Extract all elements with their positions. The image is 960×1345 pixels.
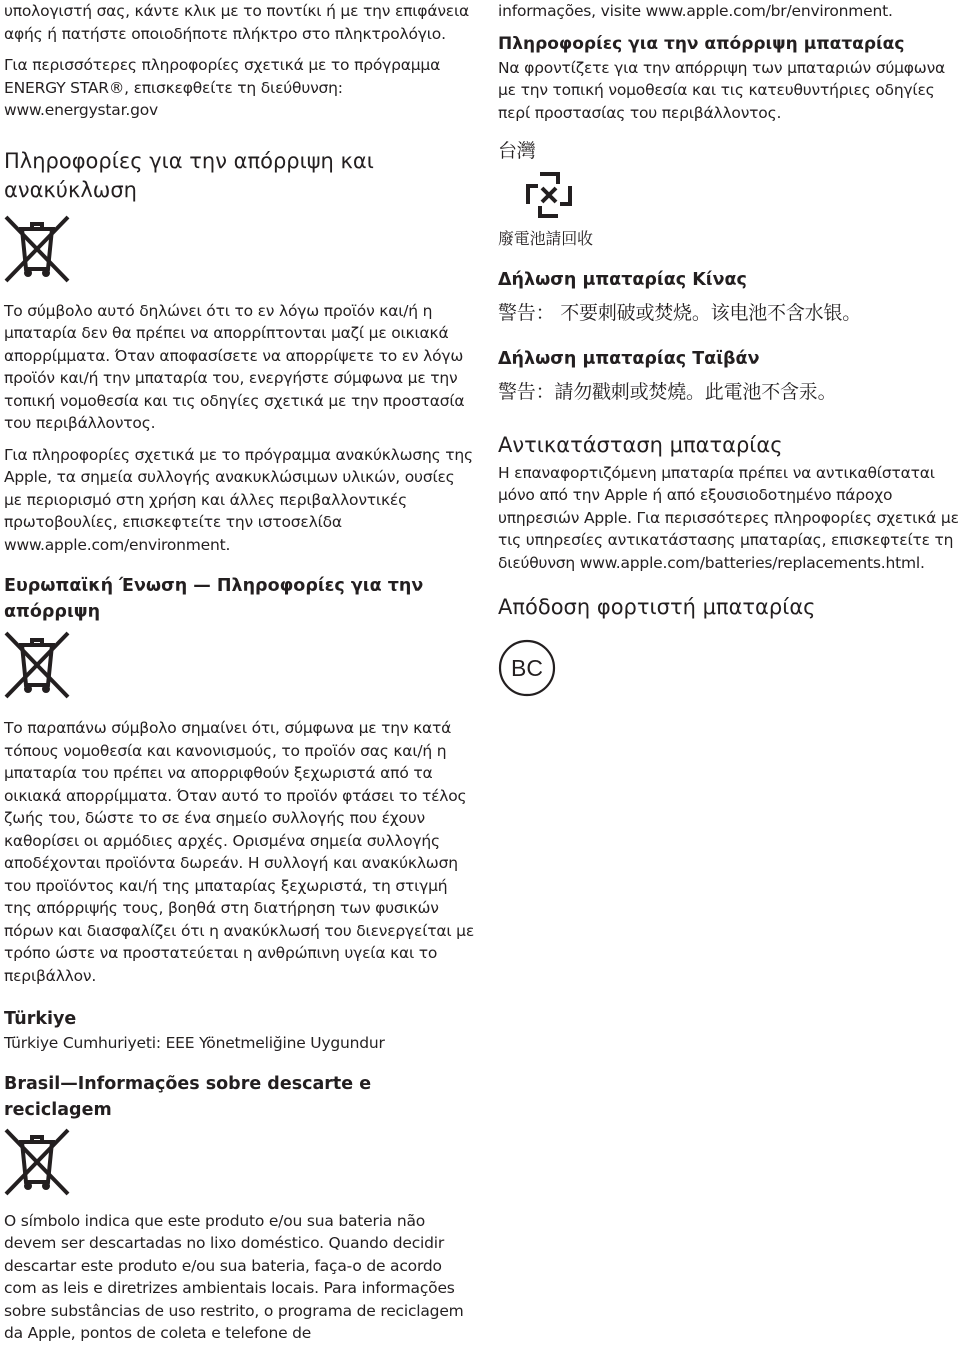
china-battery-warning: 警告： 不要刺破或焚烧。该电池不含水银。: [498, 301, 862, 324]
brazil-heading: Brasil—Informações sobre descarte e reciclagem: [4, 1073, 372, 1120]
turkey-paragraph: Türkiye Cumhuriyeti: EEE Yönetmeliğine Uygundur: [4, 1034, 385, 1052]
battery-replacement-paragraph: Η επαναφορτιζόμενη μπαταρία πρέπει να αντικαθίσταται μόνο από την Apple ή από εξουσιοδοτημένο πάροχο υπηρεσιών Apple. Για περισσότερες πληροφορίες σχετικά με τις υπηρεσίες αντικατάστασης μπαταρίας, επισκεφτείτε τη διεύθυνση www.apple.com/batteries/replacements.html.: [498, 463, 959, 572]
disposal-paragraph-2: Για πληροφορίες σχετικά με το πρόγραμμα ανακύκλωσης της Apple, τα σημεία συλλογής ανακυκλώσιμων υλικών, ουσίες με περιορισμό στη χρήση και άλλες περιβαλλοντικές πρωτοβουλίες, επισκεφτείτε την ιστοσελίδα www.apple.com/environment.: [4, 445, 473, 554]
disposal-heading: Πληροφορίες για την απόρριψη και ανακύκλωση: [4, 148, 374, 202]
taiwan-recycle-text: 廢電池請回收: [498, 229, 593, 248]
disposal-paragraph-1: Το σύμβολο αυτό δηλώνει ότι το εν λόγω προϊόν και/ή η μπαταρία δεν θα πρέπει να απορρίπτονται μαζί με οικιακά απορρίμματα. Όταν αποφασίσετε να απορρίψετε το εν λόγω προϊόν και/ή την μπαταρία του, ενεργήστε σύμφωνα με την τοπική νομοθεσία και τις οδηγίες σχετικά με την προστασία του περιβάλλοντος.: [4, 301, 465, 432]
right-column: [498, 0, 960, 697]
brazil-paragraph-continued: informações, visite www.apple.com/br/environment.: [498, 2, 893, 20]
eu-disposal-paragraph: Το παραπάνω σύμβολο σημαίνει ότι, σύμφωνα με την κατά τόπους νομοθεσία και κανονισμούς, το προϊόν σας και/ή η μπαταρία του πρέπει να απορριφθούν ξεχωριστά από τα οικιακά απορρίμματα. Όταν αυτό το προϊόν φτάσει το τέλος ζωής του, δώστε το σε ένα σημείο συλλογής που έχουν καθορίσει οι αρμόδιες αρχές. Ορισμένα σημεία συλλογής αποδέχονται προϊόντα δωρεάν. Η συλλογή και ανακύκλωση του προϊόντος και/ή της μπαταρίας ξεχωριστά, τη στιγμή της απόρριψής τους, βοηθά στη διατήρηση των φυσικών πόρων και διασφαλίζει ότι η ανακύκλωσή του διενεργείται με τρόπο ώστε να προστατεύεται η ανθρώπινη υγεία και το περιβάλλον.: [4, 719, 474, 985]
left-column: [4, 0, 474, 1345]
crossed-bin-icon: [4, 215, 70, 283]
taiwan-label: 台灣: [498, 140, 536, 162]
eu-disposal-heading: Ευρωπαϊκή Ένωση — Πληροφορίες για την απόρριψη: [4, 576, 424, 622]
intro-paragraph-1: υπολογιστή σας, κάντε κλικ με το ποντίκι ή με την επιφάνεια αφής ή πατήστε οποιοδήποτε πλήκτρο στο πληκτρολόγιο.: [4, 2, 470, 43]
taiwan-battery-warning: 警告：請勿戳刺或焚燒。此電池不含汞。: [498, 380, 837, 403]
battery-disposal-paragraph: Να φροντίζετε για την απόρριψη των μπαταριών σύμφωνα με την τοπική νομοθεσία και τις κατευθυντήριες οδηγίες περί προστασίας του περιβάλλοντος.: [498, 58, 946, 122]
china-battery-heading: Δήλωση μπαταρίας Κίνας: [498, 269, 747, 290]
turkey-heading: Türkiye: [4, 1009, 77, 1029]
bc-charger-mark: [498, 639, 556, 697]
crossed-bin-icon: [4, 1128, 70, 1196]
crossed-bin-icon: [4, 631, 70, 699]
battery-replacement-heading: Αντικατάσταση μπαταρίας: [498, 432, 783, 457]
taiwan-recycle-icon: [526, 172, 572, 218]
taiwan-battery-heading: Δήλωση μπαταρίας Ταϊβάν: [498, 348, 760, 369]
intro-paragraph-2: Για περισσότερες πληροφορίες σχετικά με το πρόγραμμα ENERGY STAR®, επισκεφθείτε τη διεύθυνση: www.energystar.gov: [4, 56, 441, 119]
charger-efficiency-heading: Απόδοση φορτιστή μπαταρίας: [498, 595, 816, 619]
bc-label: BC: [511, 655, 543, 681]
battery-disposal-heading: Πληροφορίες για την απόρριψη μπαταρίας: [498, 33, 905, 54]
brazil-paragraph: O símbolo indica que este produto e/ou sua bateria não devem ser descartadas no lixo doméstico. Quando decidir descartar este produto e/ou sua bateria, faça-o de acordo com as leis e diretrizes ambientais locais. Para informações sobre substâncias de uso restrito, o programa de reciclagem da Apple, pontos de coleta e telefone de: [4, 1211, 464, 1342]
